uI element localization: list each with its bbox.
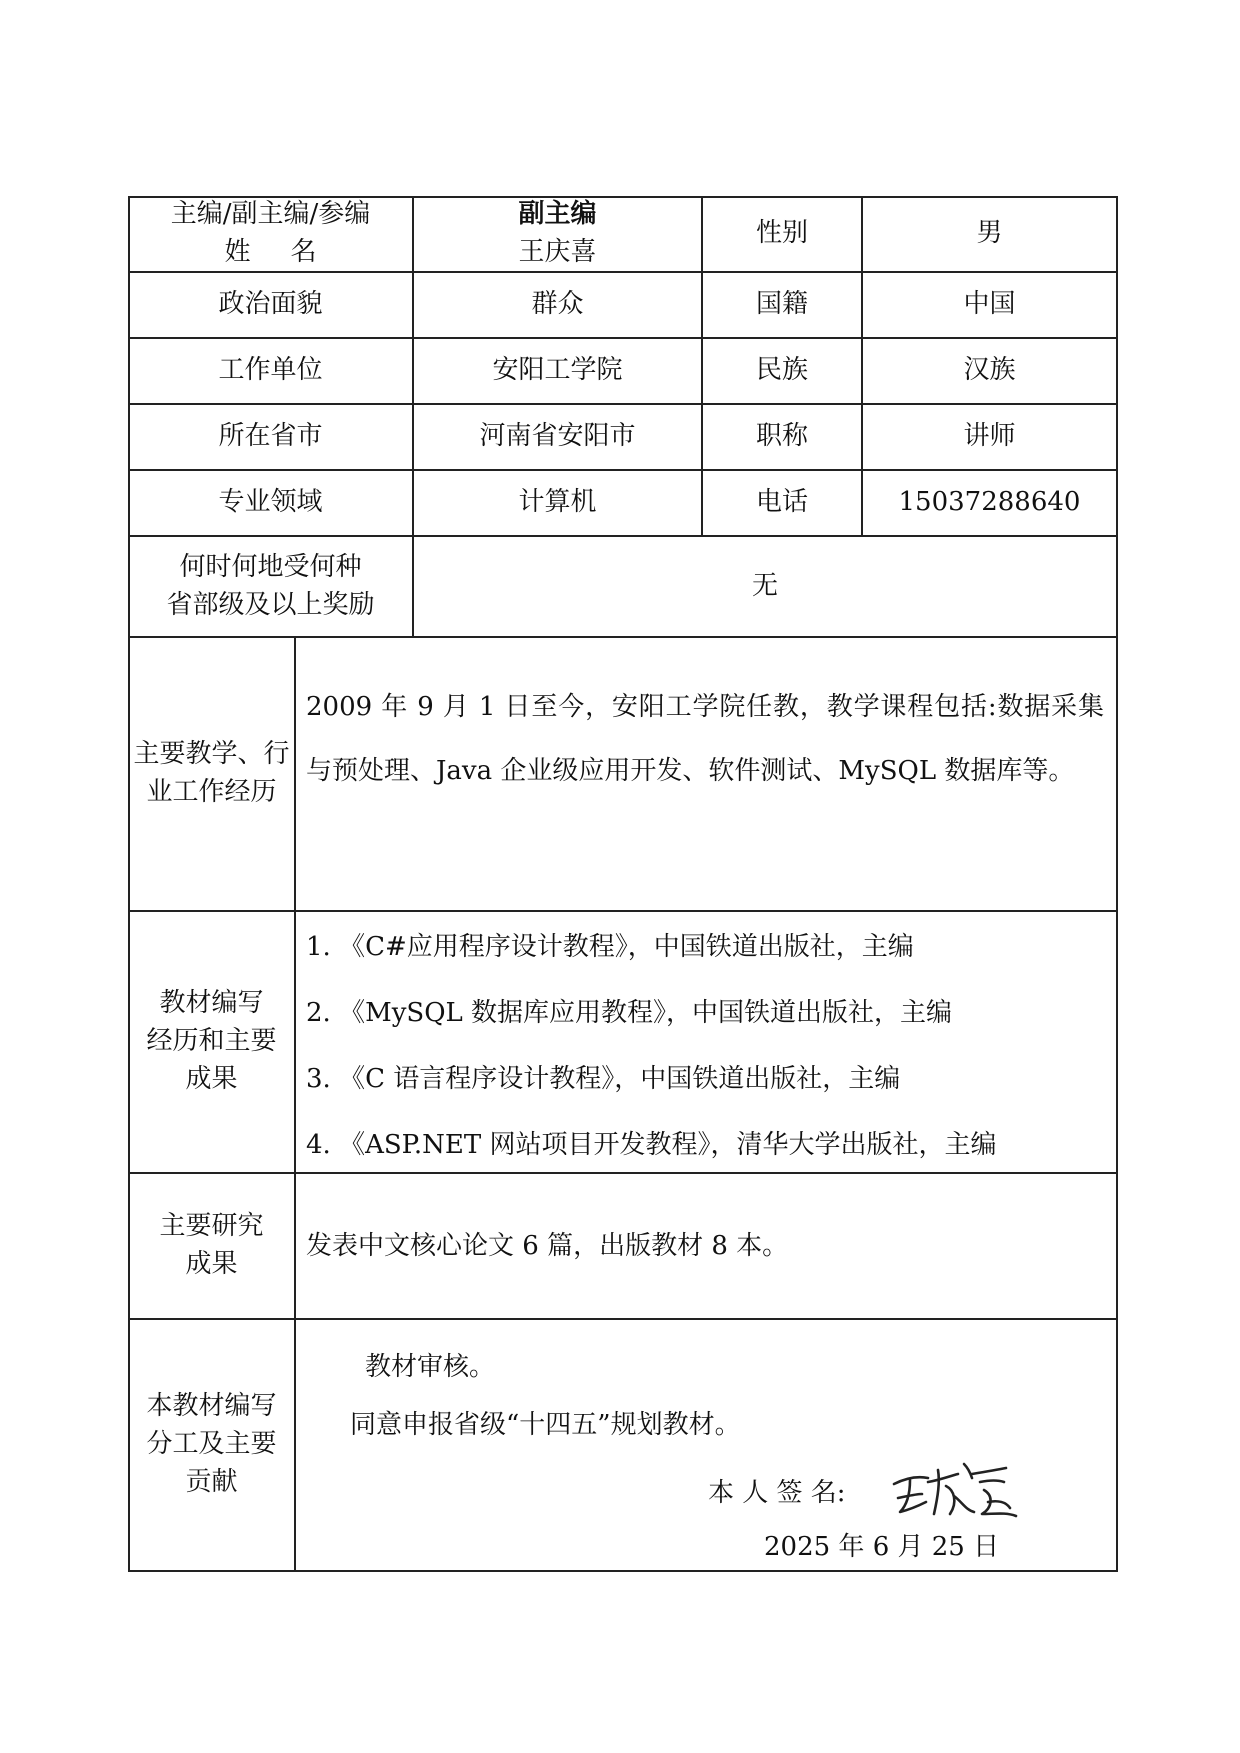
- signature-date: 2025 年 6 月 25 日: [764, 1532, 1000, 1562]
- gender-label: 性别: [755, 218, 808, 249]
- awards-value: 无: [751, 570, 778, 601]
- title-value: 讲师: [963, 421, 1016, 452]
- political-label: 政治面貌: [218, 289, 323, 320]
- ethnicity-value: 汉族: [963, 355, 1016, 386]
- contribution-label-line1: 本教材编写: [146, 1391, 277, 1422]
- phone-label: 电话: [755, 487, 808, 518]
- awards-label-cell: [128, 536, 413, 637]
- textbook-item-2: 2. 《MySQL 数据库应用教程》，中国铁道出版社，主编: [306, 998, 953, 1028]
- political-value: 群众: [531, 289, 584, 320]
- experience-label-line2: 业工作经历: [146, 777, 277, 807]
- textbooks-label-line1: 教材编写: [159, 988, 264, 1019]
- textbooks-list: [306, 914, 1106, 1178]
- nationality-value: 中国: [963, 289, 1016, 320]
- work-unit-label: 工作单位: [218, 355, 323, 386]
- nationality-label: 国籍: [755, 289, 808, 320]
- signature-label: 本 人 签 名:: [708, 1478, 846, 1508]
- signature-scribble: [888, 1452, 1028, 1532]
- province-value: 河南省安阳市: [479, 421, 636, 452]
- textbook-item-1: 1. 《C#应用程序设计教程》，中国铁道出版社，主编: [306, 932, 914, 962]
- work-unit-value: 安阳工学院: [492, 355, 623, 386]
- ethnicity-label: 民族: [755, 355, 808, 386]
- role-name-label-cell: [128, 196, 413, 272]
- role-name-value-cell: [413, 196, 702, 272]
- role-value: 副主编: [518, 199, 597, 230]
- research-label-line2: 成果: [185, 1249, 238, 1279]
- textbooks-label-line2: 经历和主要: [146, 1026, 277, 1057]
- textbooks-label-line3: 成果: [185, 1063, 238, 1094]
- research-label-line1: 主要研究: [159, 1211, 264, 1242]
- field-value: 计算机: [518, 487, 597, 518]
- experience-label-cell: [128, 637, 295, 911]
- phone-value: 15037288640: [898, 487, 1081, 518]
- research-label-cell: [128, 1173, 295, 1319]
- awards-label-line1: 何时何地受何种: [179, 551, 362, 582]
- title-label: 职称: [755, 421, 808, 452]
- name-label: 姓名: [224, 237, 357, 267]
- awards-label-line2: 省部级及以上奖励: [166, 589, 375, 620]
- textbooks-label-cell: [128, 911, 295, 1173]
- textbook-item-3: 3. 《C 语言程序设计教程》，中国铁道出版社，主编: [306, 1064, 901, 1094]
- textbook-item-4: 4. 《ASP.NET 网站项目开发教程》，清华大学出版社，主编: [306, 1130, 997, 1160]
- contribution-label-cell: [128, 1319, 295, 1571]
- contribution-line2: 同意申报省级“十四五”规划教材。: [350, 1410, 741, 1440]
- field-label: 专业领域: [218, 487, 323, 518]
- contribution-line1: 教材审核。: [365, 1352, 496, 1382]
- handwritten-signature: [888, 1452, 1028, 1532]
- contribution-label-line2: 分工及主要: [146, 1429, 277, 1460]
- role-label: 主编/副主编/参编: [170, 199, 371, 230]
- experience-label-line1: 主要教学、行: [133, 739, 290, 770]
- experience-text: 2009 年 9 月 1 日至今，安阳工学院任教，教学课程包括:数据采集与预处理、Java 企业级应用开发、软件测试、MySQL 数据库等。: [306, 692, 1104, 786]
- research-text: 发表中文核心论文 6 篇，出版教材 8 本。: [306, 1231, 789, 1261]
- province-label: 所在省市: [218, 421, 323, 452]
- application-form-table: [128, 196, 1118, 1572]
- contribution-label-line3: 贡献: [185, 1466, 238, 1497]
- gender-value: 男: [976, 218, 1003, 249]
- name-value: 王庆喜: [518, 237, 597, 267]
